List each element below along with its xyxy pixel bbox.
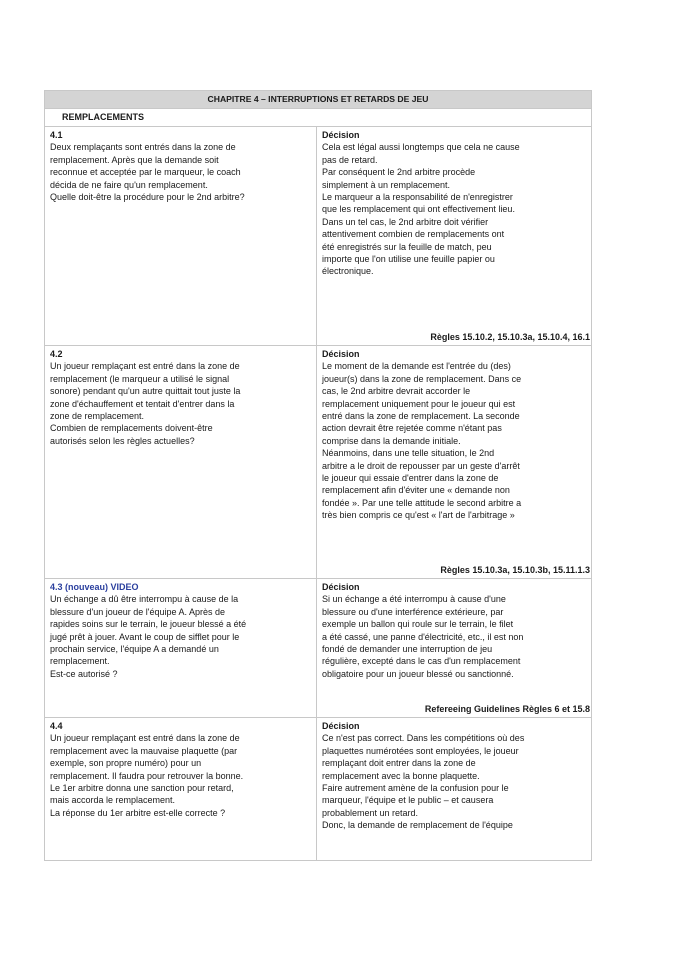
question-line: rapides soins sur le terrain, le joueur blessé a été [50, 619, 247, 630]
question-line: Un joueur remplaçant est entré dans la zone de [50, 361, 240, 372]
decision-line: que les remplacement qui ont effectivement lieu. [322, 204, 515, 215]
decision-line: remplacement avec la bonne plaquette. [322, 770, 480, 781]
table-row [45, 127, 592, 346]
decision-line: Le moment de la demande est l'entrée du (des) [322, 361, 511, 372]
decision-cell [317, 579, 592, 718]
decision-line: attentivement combien de remplacements ont [322, 229, 505, 240]
table-row [45, 579, 592, 718]
decision-line: très bien compris ce qu'est « l'art de l'arbitrage » [322, 510, 515, 521]
decision-line: Faire autrement amène de la confusion pour le [322, 783, 509, 794]
case-number: 4.2 [50, 349, 63, 359]
decision-line: Le marqueur a la responsabilité de n'enregistrer [322, 192, 513, 203]
question-line: La réponse du 1er arbitre est-elle correcte ? [50, 807, 226, 818]
question-line: zone d'échauffement et tentait d'entrer dans la [50, 398, 235, 409]
decision-line: action devrait être rejetée comme n'étant pas [322, 423, 502, 434]
decision-line: joueur(s) dans la zone de remplacement. Dans ce [322, 373, 522, 384]
decision-line: Néanmoins, dans une telle situation, le 2nd [322, 448, 495, 459]
decision-line: Si un échange a été interrompu à cause d'une [322, 594, 506, 605]
question-line: blessure d'un joueur de l'équipe A. Après de [50, 606, 226, 617]
question-line: Un échange a dû être interrompu à cause de la [50, 594, 239, 605]
decision-cell [317, 346, 592, 579]
table-row [45, 718, 592, 861]
question-line: exemple, son propre numéro) pour un [50, 758, 202, 769]
question-line: remplacement. Après que la demande soit [50, 154, 219, 165]
document-page [44, 90, 592, 861]
decision-cell [317, 127, 592, 346]
chapter-title: CHAPITRE 4 – INTERRUPTIONS ET RETARDS DE JEU [45, 91, 592, 109]
decision-line: Ce n'est pas correct. Dans les compétitions où des [322, 733, 525, 744]
question-line: Est-ce autorisé ? [50, 668, 118, 679]
question-line: remplacement. Il faudra pour retrouver la bonne. [50, 770, 244, 781]
decision-line: remplaçant doit entrer dans la zone de [322, 758, 476, 769]
decision-line: régulière, excepté dans le cas d'un remplacement [322, 656, 521, 667]
question-line: prochain service, l'équipe A a demandé un [50, 644, 219, 655]
table-row [45, 346, 592, 579]
case-number: 4.1 [50, 130, 63, 140]
decision-line: obligatoire pour un joueur blessé ou sanctionné. [322, 668, 514, 679]
decision-label: Décision [322, 582, 360, 592]
decision-line: Par conséquent le 2nd arbitre procède [322, 167, 476, 178]
decision-line: simplement à un remplacement. [322, 179, 451, 190]
decision-line: comprise dans la demande initiale. [322, 435, 461, 446]
decision-line: blessure ou d'une interférence extérieure, par [322, 606, 504, 617]
decision-line: fondée ». Par une telle attitude le second arbitre a [322, 497, 522, 508]
question-line: Quelle doit-être la procédure pour le 2nd arbitre? [50, 192, 245, 203]
decision-cell [317, 718, 592, 861]
question-line: mais accorda le remplacement. [50, 795, 176, 806]
case-table [44, 90, 592, 861]
question-line: Un joueur remplaçant est entré dans la zone de [50, 733, 240, 744]
decision-line: a été cassé, une panne d'électricité, etc., il est non [322, 631, 524, 642]
decision-line: plaquettes numérotées sont employées, le joueur [322, 745, 519, 756]
question-line: Combien de remplacements doivent-être [50, 423, 213, 434]
decision-line: le joueur qui essaie d'entrer dans la zone de [322, 473, 499, 484]
decision-line: Dans un tel cas, le 2nd arbitre doit vérifier [322, 216, 489, 227]
decision-line: fondé de demander une interruption de jeu [322, 644, 493, 655]
decision-line: cas, le 2nd arbitre devrait accorder le [322, 386, 471, 397]
decision-line: Cela est légal aussi longtemps que cela ne cause [322, 142, 520, 153]
question-line: zone de remplacement. [50, 411, 145, 422]
rules-reference: Refereeing Guidelines Règles 6 et 15.8 [424, 703, 590, 714]
question-line: Deux remplaçants sont entrés dans la zone de [50, 142, 236, 153]
decision-line: électronique. [322, 266, 374, 277]
decision-line: arbitre a le droit de repousser par un geste d'arrêt [322, 460, 520, 471]
question-line: remplacement avec la mauvaise plaquette (par [50, 745, 238, 756]
case-new-video-tag: (nouveau) VIDEO [65, 582, 139, 592]
decision-line: pas de retard. [322, 154, 378, 165]
decision-label: Décision [322, 721, 360, 731]
question-line: décida de ne faire qu'un remplacement. [50, 179, 208, 190]
question-line: sonore) pendant qu'un autre quittait tout juste la [50, 386, 241, 397]
question-cell [45, 718, 317, 861]
rules-reference: Règles 15.10.3a, 15.10.3b, 15.11.1.3 [440, 564, 590, 575]
decision-line: probablement un retard. [322, 807, 419, 818]
decision-line: entré dans la zone de remplacement. La seconde [322, 411, 520, 422]
question-line: remplacement (le marqueur a utilisé le signal [50, 373, 230, 384]
case-number: 4.3 [50, 582, 63, 592]
question-line: reconnue et acceptée par le marqueur, le coach [50, 167, 241, 178]
question-cell [45, 127, 317, 346]
decision-label: Décision [322, 130, 360, 140]
question-line: Le 1er arbitre donna une sanction pour retard, [50, 783, 234, 794]
decision-line: marqueur, l'équipe et le public – et causera [322, 795, 494, 806]
decision-line: remplacement afin d'éviter une « demande non [322, 485, 510, 496]
rules-reference: Règles 15.10.2, 15.10.3a, 15.10.4, 16.1 [430, 331, 590, 342]
question-cell [45, 579, 317, 718]
section-title: REMPLACEMENTS [45, 109, 592, 127]
decision-label: Décision [322, 349, 360, 359]
decision-line: importe que l'on utilise une feuille papier ou [322, 254, 495, 265]
question-line: remplacement. [50, 656, 110, 667]
question-cell [45, 346, 317, 579]
decision-line: exemple un ballon qui roule sur le terrain, le filet [322, 619, 514, 630]
question-line: autorisés selon les règles actuelles? [50, 435, 195, 446]
question-line: jugé prêt à jouer. Avant le coup de sifflet pour le [50, 631, 240, 642]
decision-line: Donc, la demande de remplacement de l'équipe [322, 820, 513, 831]
decision-line: été enregistrés sur la feuille de match, peu [322, 241, 492, 252]
case-number: 4.4 [50, 721, 63, 731]
decision-line: remplacement uniquement pour le joueur qui est [322, 398, 516, 409]
